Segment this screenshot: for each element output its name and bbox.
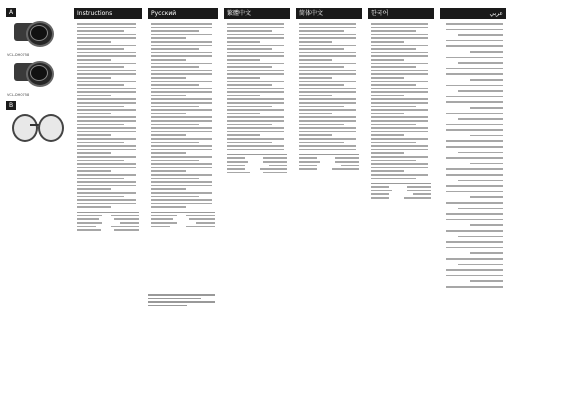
column-russian (148, 8, 218, 298)
figure-label-b: B (6, 101, 16, 110)
column-title: 简体中文 (296, 8, 362, 19)
column-korean (368, 8, 434, 298)
adapter-illustration (10, 112, 62, 142)
figure-label-a: A (6, 8, 16, 17)
column-arabic (440, 8, 506, 298)
figure-caption-1: VCL-DH0758 (7, 53, 30, 57)
figure-column (6, 8, 66, 148)
column-traditional-chinese (224, 8, 290, 298)
column-title: عربي (440, 8, 506, 19)
column-instructions (74, 8, 142, 298)
camera-illustration-1 (10, 19, 62, 47)
column-title: Русский (148, 8, 218, 19)
specs-table (77, 212, 139, 231)
camera-illustration-2 (10, 59, 62, 87)
column-simplified-chinese (296, 8, 362, 298)
specs-table (227, 154, 287, 173)
column-title: 繁體中文 (224, 8, 290, 19)
specs-table (299, 154, 359, 169)
specs-table (151, 212, 215, 227)
footer-notes (148, 292, 218, 338)
column-title: Instructions (74, 8, 142, 19)
specs-table (371, 183, 431, 198)
figure-caption-2: VCL-DH0758 (7, 93, 30, 97)
column-title: 한국어 (368, 8, 434, 19)
